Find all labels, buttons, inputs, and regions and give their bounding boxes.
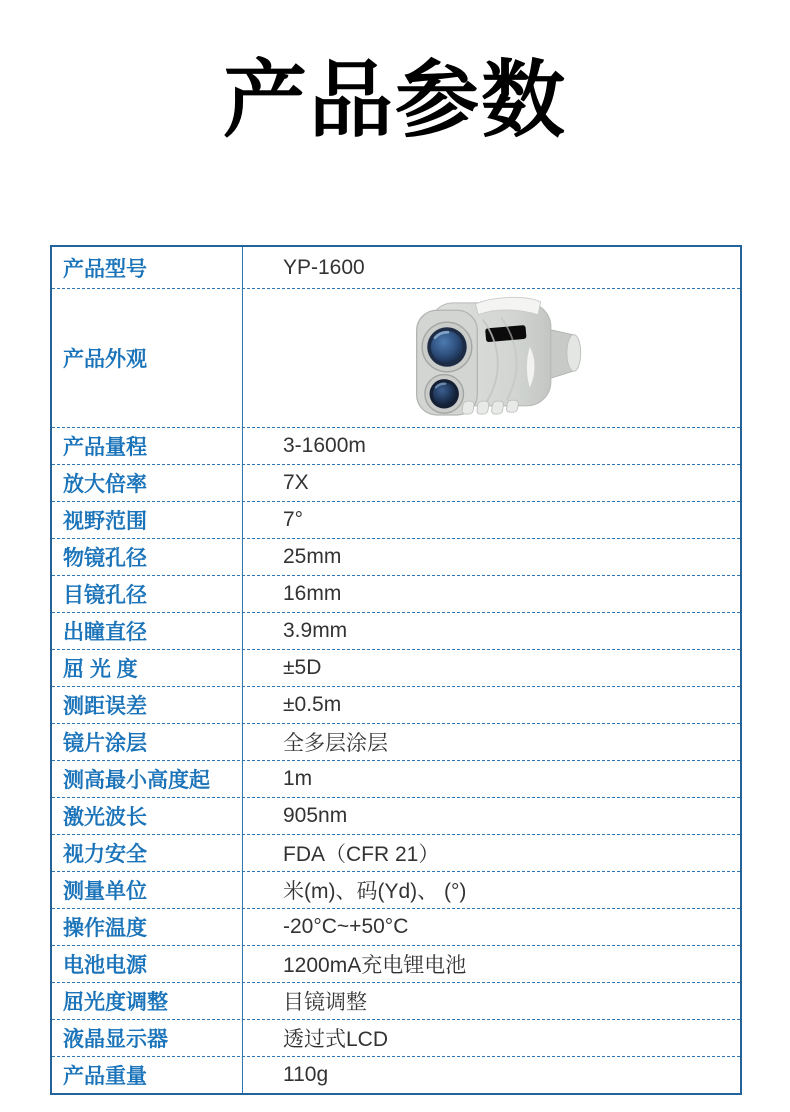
spec-value-cell: 7X	[283, 471, 309, 494]
spec-value-cell: 3-1600m	[283, 434, 366, 457]
spec-label-cell: 操作温度	[52, 909, 243, 945]
spec-value-cell: 1200mA充电锂电池	[283, 954, 467, 977]
spec-value-cell: 3.9mm	[283, 619, 348, 642]
page-title: 产品参数	[222, 55, 567, 148]
spec-label-cell: 测距误差	[52, 687, 243, 723]
spec-value-cell: 25mm	[283, 545, 342, 568]
table-row	[52, 501, 740, 538]
table-row	[52, 538, 740, 575]
spec-label-cell: 出瞳直径	[52, 613, 243, 649]
table-row	[52, 575, 740, 612]
table-row	[52, 649, 740, 686]
table-row	[52, 247, 740, 288]
spec-value-cell: 110g	[283, 1063, 329, 1086]
spec-value-cell: ±5D	[283, 656, 322, 679]
spec-label-cell: 产品重量	[52, 1057, 243, 1093]
spec-value-cell: YP-1600	[283, 255, 365, 279]
spec-value-cell: -20°C~+50°C	[283, 915, 409, 938]
spec-value-cell: 米(m)、码(Yd)、 (°)	[283, 880, 467, 903]
spec-label-cell: 产品量程	[52, 428, 243, 464]
spec-value-cell	[243, 289, 740, 427]
table-row	[52, 1056, 740, 1093]
spec-label-cell: 测量单位	[52, 872, 243, 908]
spec-label-cell: 激光波长	[52, 798, 243, 834]
spec-label-cell: 物镜孔径	[52, 539, 243, 575]
spec-value-cell: 透过式LCD	[283, 1028, 389, 1051]
table-row	[52, 797, 740, 834]
table-row	[52, 1019, 740, 1056]
table-row	[52, 686, 740, 723]
spec-label-cell: 测高最小高度起	[52, 761, 243, 797]
table-row	[52, 760, 740, 797]
table-row	[52, 982, 740, 1019]
spec-value-cell: ±0.5m	[283, 693, 342, 716]
spec-value-cell: FDA（CFR 21）	[283, 843, 440, 866]
spec-value-cell: 目镜调整	[283, 991, 367, 1014]
spec-table	[50, 245, 742, 1095]
table-row	[52, 464, 740, 501]
spec-label-cell: 屈光度调整	[52, 983, 243, 1019]
spec-label-cell: 液晶显示器	[52, 1020, 243, 1056]
spec-value-cell: 905nm	[283, 804, 348, 827]
table-row	[52, 945, 740, 982]
spec-label-cell: 目镜孔径	[52, 576, 243, 612]
table-row	[52, 612, 740, 649]
rangefinder-product-image	[390, 290, 594, 426]
table-row	[52, 908, 740, 945]
spec-label-cell: 镜片涂层	[52, 724, 243, 760]
spec-value-cell: 16mm	[283, 582, 342, 605]
table-row	[52, 834, 740, 871]
table-row	[52, 723, 740, 760]
spec-label-cell: 产品型号	[52, 247, 243, 288]
spec-value-cell: 全多层涂层	[283, 732, 388, 755]
spec-label-cell: 屈 光 度	[52, 650, 243, 686]
table-row	[52, 871, 740, 908]
spec-label-cell: 视野范围	[52, 502, 243, 538]
spec-label-cell: 视力安全	[52, 835, 243, 871]
spec-value-cell: 7°	[283, 508, 304, 531]
spec-label-cell: 产品外观	[52, 289, 243, 427]
spec-value-cell: 1m	[283, 767, 313, 790]
spec-label-cell: 电池电源	[52, 946, 243, 982]
spec-label-cell: 放大倍率	[52, 465, 243, 501]
table-row	[52, 288, 740, 427]
table-row	[52, 427, 740, 464]
